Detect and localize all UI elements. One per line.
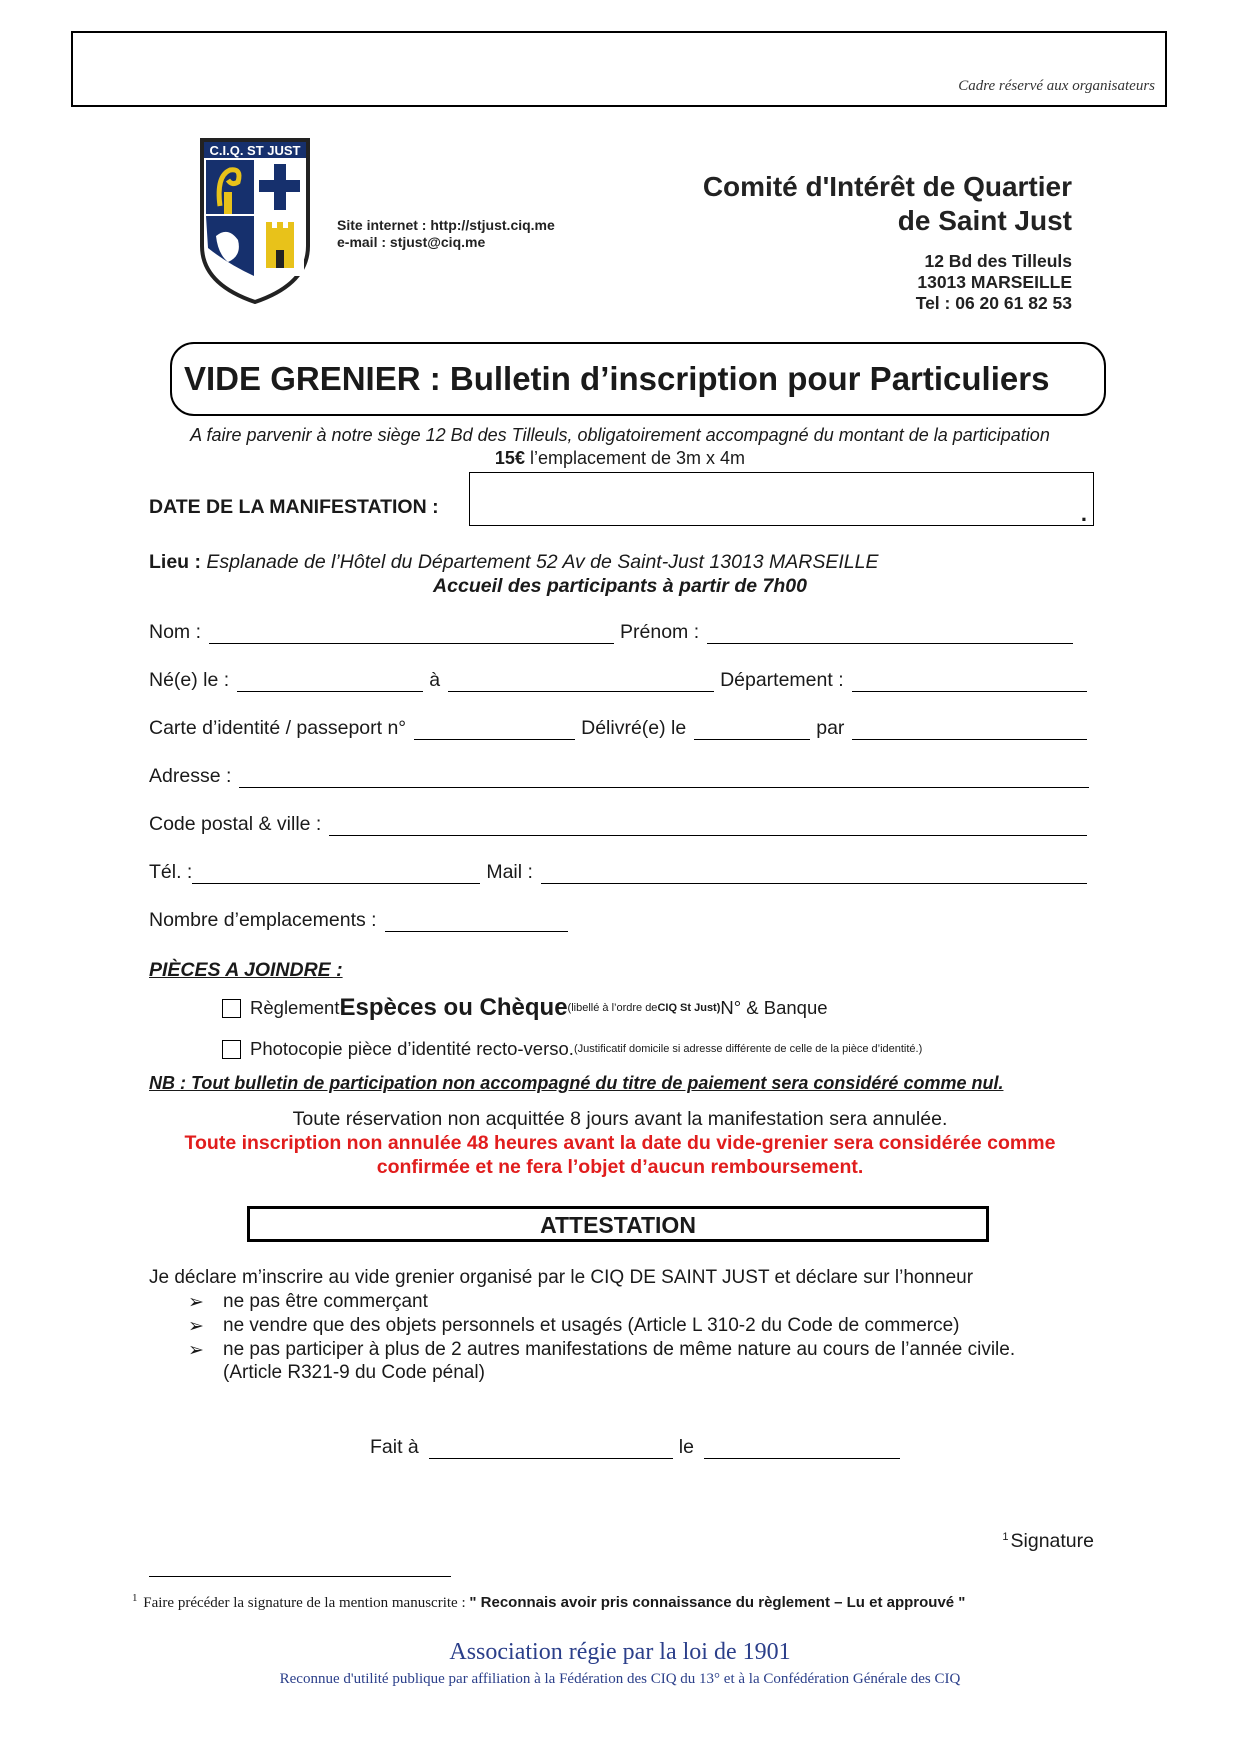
address-line2: 13013 MARSEILLE	[917, 272, 1072, 292]
departement-label: Département :	[720, 669, 844, 691]
date-label: DATE DE LA MANIFESTATION :	[149, 496, 439, 518]
birth-date-field[interactable]	[237, 671, 423, 692]
declaration-item	[188, 1315, 960, 1338]
declaration-intro: Je déclare m’inscrire au vide grenier organisé par le CIQ DE SAINT JUST et déclare sur l’honneur	[149, 1267, 974, 1288]
tel-label: Tél. :	[149, 861, 193, 883]
declaration-item-text: ne vendre que des objets personnels et usagés (Article L 310-2 du Code de commerce)	[223, 1315, 960, 1336]
place-date-row	[370, 1436, 900, 1459]
address-row	[149, 762, 1093, 788]
nom-label: Nom :	[149, 621, 202, 643]
declaration-item-cont: (Article R321-9 du Code pénal)	[223, 1362, 485, 1383]
prenom-label: Prénom :	[620, 621, 700, 643]
birthplace-field[interactable]	[448, 671, 714, 692]
fait-place-field[interactable]	[429, 1438, 673, 1459]
footnote-quote: " Reconnais avoir pris connaissance du règlement – Lu et approuvé "	[469, 1594, 966, 1611]
website: Site internet : http://stjust.ciq.me	[337, 217, 555, 233]
price-text: l’emplacement de 3m x 4m	[524, 448, 746, 468]
address-line1: 12 Bd des Tilleuls	[924, 251, 1072, 271]
organizer-note: Cadre réservé aux organisateurs	[958, 78, 1155, 94]
title-box	[170, 342, 1106, 416]
id-copy-text: Photocopie pièce d’identité recto-verso.	[250, 1038, 574, 1059]
issued-by-label: par	[816, 717, 845, 739]
phone: Tel : 06 20 61 82 53	[915, 293, 1072, 313]
spots-row	[149, 906, 1093, 932]
contact-block	[337, 217, 555, 251]
issued-by-field[interactable]	[852, 719, 1087, 740]
footnote-text: Faire précéder la signature de la mention manuscrite :	[139, 1595, 470, 1611]
date-dot: .	[1080, 501, 1087, 526]
location-label: Lieu :	[149, 551, 201, 573]
address-label: Adresse :	[149, 765, 232, 787]
organizer-box	[71, 31, 1167, 107]
prenom-field[interactable]	[707, 623, 1073, 644]
id-card-label: Carte d’identité / passeport n°	[149, 717, 407, 739]
attestation-box	[247, 1206, 989, 1242]
id-copy-checkbox[interactable]	[222, 1040, 241, 1059]
declaration-item-text: ne pas être commerçant	[223, 1291, 428, 1312]
recognition-line: Reconnue d'utilité publique par affiliation à la Fédération des CIQ du 13° et à la Confédération Générale des CIQ	[279, 1671, 961, 1687]
issued-date-field[interactable]	[694, 719, 810, 740]
ciq-logo	[198, 136, 312, 304]
payment-bank: N° & Banque	[720, 997, 828, 1018]
payment-note: (libellé à l’ordre de	[567, 1002, 658, 1014]
birthplace-label: à	[429, 669, 441, 691]
postal-row	[149, 810, 1093, 836]
org-name	[703, 170, 1072, 238]
payment-item	[222, 994, 828, 1022]
arrow-bullet-icon: ➢	[188, 1292, 204, 1313]
issued-label: Délivré(e) le	[581, 717, 687, 739]
fait-label: Fait à	[370, 1436, 419, 1458]
payment-text: Règlement	[250, 997, 340, 1018]
id-copy-note: (Justificatif domicile si adresse différente de celle de la pièce d’identité.)	[573, 1043, 923, 1055]
price-amount: 15€	[494, 448, 525, 468]
org-name-line1: Comité d'Intérêt de Quartier	[702, 171, 1072, 202]
departement-field[interactable]	[852, 671, 1087, 692]
name-row	[149, 618, 1093, 644]
payment-checkbox[interactable]	[222, 999, 241, 1018]
footnote-rule	[149, 1576, 451, 1577]
page-title: VIDE GRENIER : Bulletin d’inscription pour Particuliers	[184, 360, 1050, 397]
date-field[interactable]	[469, 472, 1094, 526]
signature-sup: 1	[1002, 1530, 1009, 1543]
id-copy-item	[222, 1038, 922, 1060]
footnote	[132, 1592, 965, 1612]
declaration-item-text: ne pas participer à plus de 2 autres manifestations de même nature au cours de l’année civile.	[223, 1339, 1016, 1360]
birth-row	[149, 666, 1093, 692]
tel-field[interactable]	[192, 863, 480, 884]
fait-le-label: le	[678, 1436, 694, 1458]
email: e-mail : stjust@ciq.me	[337, 234, 486, 250]
nom-field[interactable]	[209, 623, 614, 644]
footnote-sup: 1	[132, 1592, 138, 1604]
arrow-bullet-icon: ➢	[188, 1340, 204, 1361]
nb-note: NB : Tout bulletin de participation non accompagné du titre de paiement sera considéré comme nul.	[149, 1073, 1004, 1093]
welcome-time: Accueil des participants à partir de 7h00	[433, 575, 807, 597]
mail-field[interactable]	[541, 863, 1087, 884]
declaration-item	[188, 1291, 428, 1314]
declaration-item	[188, 1339, 1015, 1362]
id-row	[149, 714, 1093, 740]
location-text: Esplanade de l’Hôtel du Département 52 Av de Saint-Just 13013 MARSEILLE	[201, 551, 879, 573]
spots-label: Nombre d’emplacements :	[149, 909, 377, 931]
location-line	[149, 551, 879, 574]
logo-text: C.I.Q. ST JUST	[209, 143, 301, 158]
attestation-title: ATTESTATION	[540, 1212, 696, 1238]
payment-payee: CIQ St Just)	[657, 1002, 721, 1014]
signature-text: Signature	[1010, 1530, 1094, 1552]
reservation-note: Toute réservation non acquittée 8 jours avant la manifestation sera annulée.	[292, 1108, 948, 1130]
send-note: A faire parvenir à notre siège 12 Bd des Tilleuls, obligatoirement accompagné du montant de la participation	[190, 425, 1050, 445]
spots-field[interactable]	[385, 911, 568, 932]
fait-date-field[interactable]	[704, 1438, 900, 1459]
association-line: Association régie par la loi de 1901	[449, 1639, 791, 1665]
attachments-title: PIÈCES A JOINDRE :	[149, 959, 343, 981]
signature-label	[1002, 1530, 1094, 1553]
warning-line1: Toute inscription non annulée 48 heures avant la date du vide-grenier sera considérée comme	[184, 1132, 1056, 1154]
contact-row	[149, 858, 1093, 884]
price-line	[0, 448, 1240, 469]
id-number-field[interactable]	[414, 719, 575, 740]
postal-city-field[interactable]	[329, 815, 1087, 836]
warning-line2: confirmée et ne fera l’objet d’aucun remboursement.	[376, 1156, 864, 1178]
arrow-bullet-icon: ➢	[188, 1316, 204, 1337]
postal-label: Code postal & ville :	[149, 813, 322, 835]
mail-label: Mail :	[486, 861, 533, 883]
payment-method: Espèces ou Chèque	[339, 994, 568, 1021]
address-field[interactable]	[239, 767, 1089, 788]
org-address	[916, 251, 1072, 314]
birth-label: Né(e) le :	[149, 669, 230, 691]
org-name-line2: de Saint Just	[897, 205, 1072, 236]
